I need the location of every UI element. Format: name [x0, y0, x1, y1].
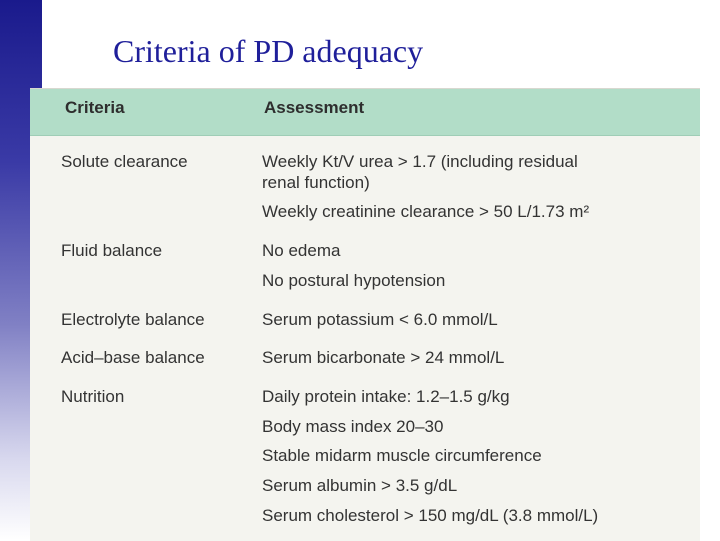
row-solute-criteria: Solute clearance — [61, 152, 188, 171]
row-solute-assessment-3: Weekly creatinine clearance > 50 L/1.73 m² — [262, 202, 590, 221]
row-solute-assessment-1: Weekly Kt/V urea > 1.7 (including residual — [262, 152, 578, 171]
row-nutrition-criteria: Nutrition — [61, 387, 125, 406]
row-nutrition-assessment-2: Body mass index 20–30 — [262, 417, 444, 436]
row-nutrition-assessment-3: Stable midarm muscle circumference — [262, 446, 542, 465]
row-acid-base-criteria: Acid–base balance — [61, 348, 205, 367]
row-solute-assessment-2: renal function) — [262, 173, 370, 192]
criteria-table — [30, 88, 700, 541]
row-nutrition-assessment-5: Serum cholesterol > 150 mg/dL (3.8 mmol/L) — [262, 506, 599, 525]
row-nutrition-assessment-4: Serum albumin > 3.5 g/dL — [262, 476, 458, 495]
header-criteria: Criteria — [65, 98, 125, 117]
header-assessment: Assessment — [264, 98, 365, 117]
row-fluid-assessment-2: No postural hypotension — [262, 271, 446, 290]
row-nutrition-assessment-1: Daily protein intake: 1.2–1.5 g/kg — [262, 387, 510, 406]
row-fluid-assessment-1: No edema — [262, 241, 341, 260]
table-header-row — [30, 89, 700, 136]
row-electrolyte-criteria: Electrolyte balance — [61, 310, 205, 329]
row-fluid-criteria: Fluid balance — [61, 241, 163, 260]
row-acid-base-assessment-1: Serum bicarbonate > 24 mmol/L — [262, 348, 505, 367]
slide-title: Criteria of PD adequacy — [113, 33, 424, 69]
row-electrolyte-assessment-1: Serum potassium < 6.0 mmol/L — [262, 310, 498, 329]
